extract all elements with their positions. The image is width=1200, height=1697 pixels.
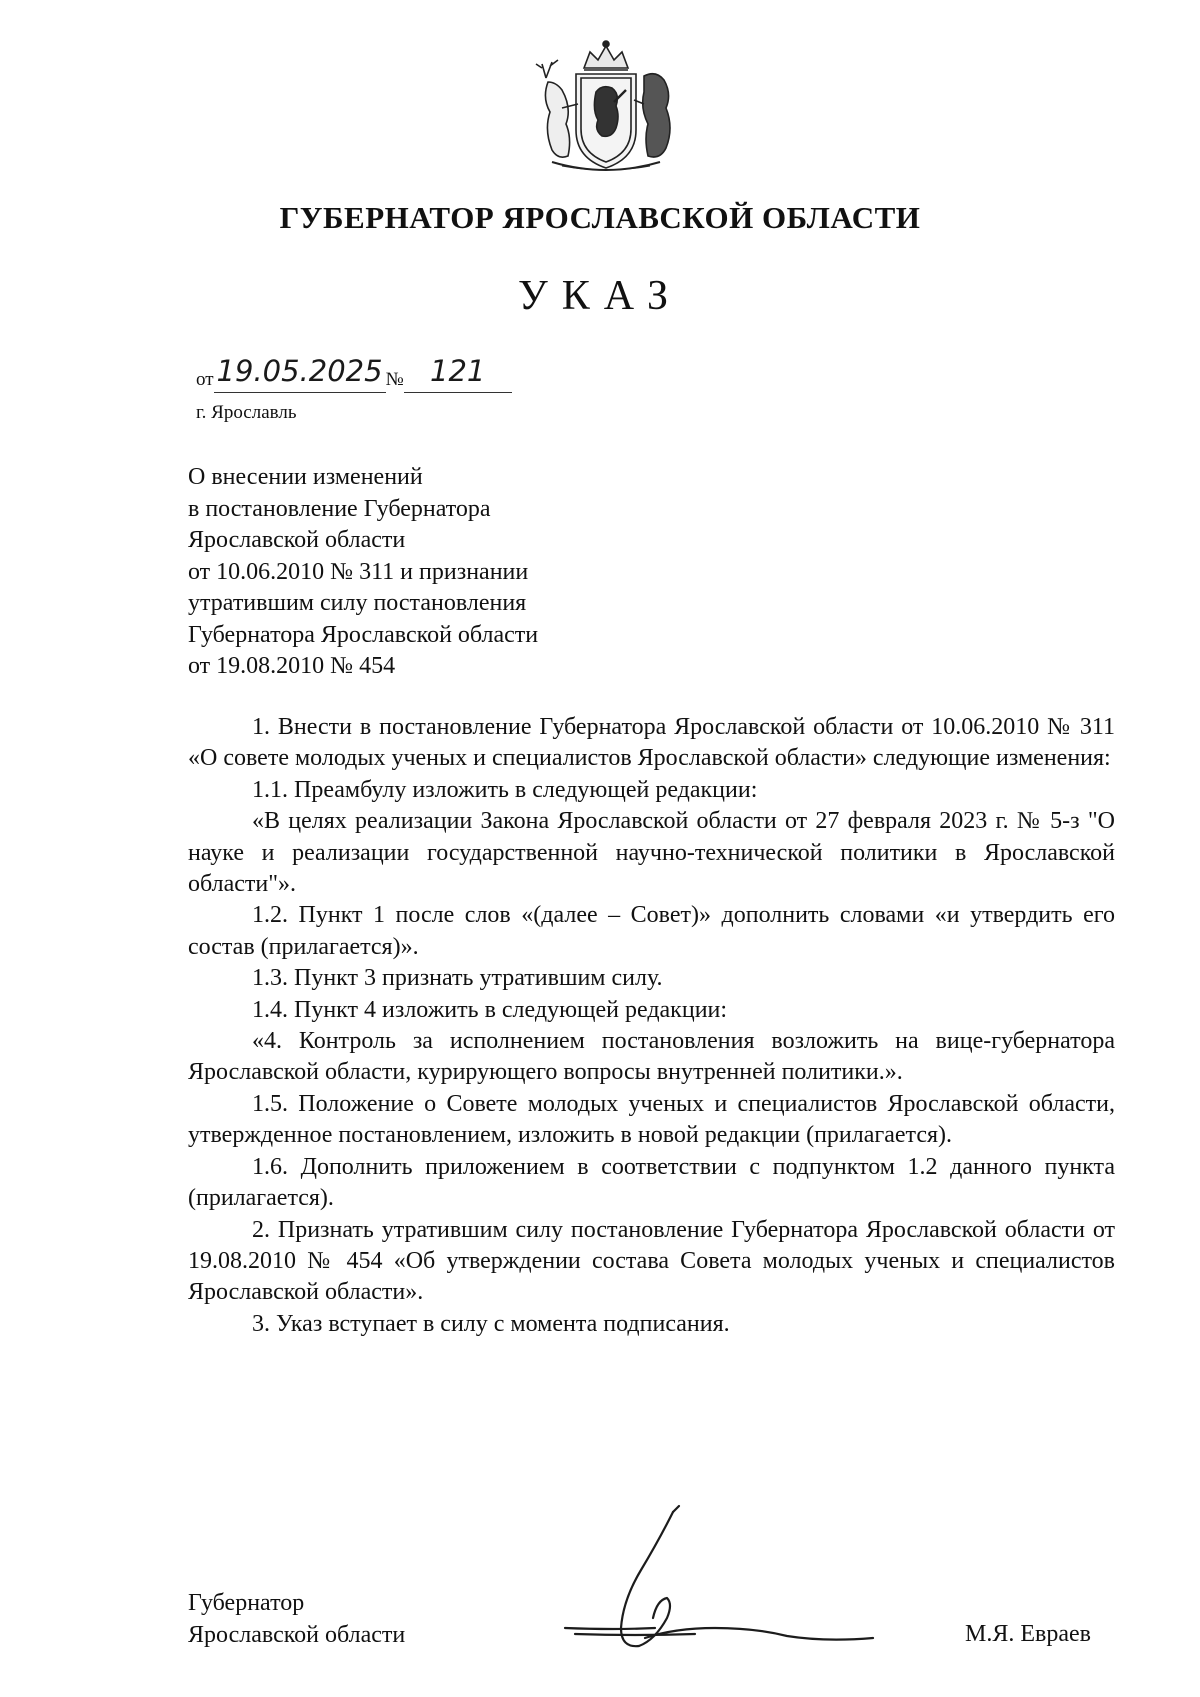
subject-line: утратившим силу постановления [188, 590, 527, 616]
subject-line: Губернатора Ярославской области [188, 621, 539, 648]
subject-line: О внесении изменений [188, 464, 423, 490]
body-paragraph: 1.4. Пункт 4 изложить в следующей редакции: [252, 996, 728, 1023]
body-paragraph: 1. Внести в постановление Губернатора Ярославской области от 10.06.2010 № 311 «О совете молодых ученых и специалистов Ярославской области» следующие изменения: [188, 714, 1115, 772]
body-paragraph: 2. Признать утратившим силу постановление Губернатора Ярославской области от 19.08.2010 № 454 «Об утверждении состава Совета молодых ученых и специалистов Ярославской области». [188, 1216, 1115, 1306]
coat-of-arms-icon [532, 38, 680, 176]
number-prefix: № [385, 369, 404, 390]
signatory-role-line: Губернатор [188, 1590, 305, 1616]
signatory-role [188, 1588, 405, 1651]
decree-number: 121 [430, 354, 486, 388]
date-prefix: от [196, 369, 214, 390]
decree-body [188, 712, 1115, 1340]
issuing-authority-title: ГУБЕРНАТОР ЯРОСЛАВСКОЙ ОБЛАСТИ [279, 200, 921, 235]
body-paragraph: 1.5. Положение о Совете молодых ученых и специалистов Ярославской области, утвержденное постановлением, изложить в новой редакции (прилагается). [188, 1090, 1115, 1149]
subject-line: от 19.08.2010 № 454 [188, 653, 396, 679]
body-paragraph: 1.3. Пункт 3 признать утратившим силу. [252, 965, 663, 992]
place-of-issue: г. Ярославль [196, 402, 297, 423]
body-paragraph: 1.6. Дополнить приложением в соответствии с подпунктом 1.2 данного пункта (прилагается). [188, 1153, 1115, 1212]
subject-line: в постановление Губернатора [188, 495, 491, 522]
document-type-title: УКАЗ [517, 273, 683, 319]
handwritten-signature-icon [555, 1500, 885, 1675]
decree-subject [188, 462, 708, 683]
decree-date: 19.05.2025 [216, 354, 383, 388]
subject-line: Ярославской области [188, 527, 406, 553]
signatory-role-line: Ярославской области [188, 1621, 406, 1648]
body-paragraph: 1.1. Преамбулу изложить в следующей редакции: [252, 776, 758, 803]
signatory-name: М.Я. Евраев [965, 1621, 1091, 1647]
body-paragraph: 3. Указ вступает в силу с момента подписания. [252, 1310, 730, 1337]
subject-line: от 10.06.2010 № 311 и признании [188, 558, 529, 585]
body-paragraph: «В целях реализации Закона Ярославской области от 27 февраля 2023 г. № 5-з "О науке и реализации государственной научно-технической политики в Ярославской области"». [188, 808, 1115, 898]
date-number-line [196, 354, 512, 393]
body-paragraph: «4. Контроль за исполнением постановления возложить на вице-губернатора Ярославской области, курирующего вопросы внутренней политики.». [188, 1028, 1115, 1086]
body-paragraph: 1.2. Пункт 1 после слов «(далее – Совет)» дополнить словами «и утвердить его состав (прилагается)». [188, 902, 1115, 960]
